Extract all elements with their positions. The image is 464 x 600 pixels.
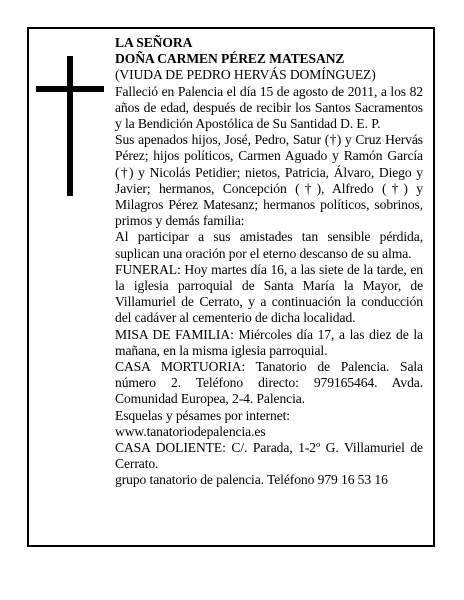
internet-url: www.tanatoriodepalencia.es <box>115 423 266 439</box>
death-notice-paragraph: Falleció en Palencia el día 15 de agosto de 2011, a los 82 años de edad, después de recibir los Santos Sacramentos y la Bendición Apostólica de Su Santidad D. E. P. <box>115 83 423 132</box>
cross-icon-vertical-bar <box>67 56 73 196</box>
funeral-paragraph: FUNERAL: Hoy martes día 16, a las siete de la tarde, en la iglesia parroquial de Santa María la Mayor, de Villamuriel de Cerrato, y a continuación la conducción del cadáver al cementerio de dicha localidad. <box>115 261 423 326</box>
family-mass-paragraph: MISA DE FAMILIA: Miércoles día 17, a las diez de la mañana, en la misma iglesia parroquial. <box>115 326 423 358</box>
internet-label: Esquelas y pésames por internet: <box>115 407 290 423</box>
mourning-house-paragraph: CASA DOLIENTE: C/. Parada, 1-2º G. Villamuriel de Cerrato. <box>115 440 423 472</box>
family-paragraph: Sus apenados hijos, José, Pedro, Satur (†) y Cruz Hervás Pérez; hijos políticos, Carmen Aguado y Ramón García (†) y Nicolás Petidier; nietos, Patricia, Álvaro, Diego y Javier; hermanos, Concepción (†), Alfredo (†) y Milagros Pérez Matesanz; hermanos políticos, sobrinos, primos y demás familia: <box>115 132 423 229</box>
mortuary-paragraph: CASA MORTUORIA: Tanatorio de Palencia. Sala número 2. Teléfono directo: 979165464. Avda. Comunidad Europea, 2-4. Palencia. <box>115 359 423 407</box>
obituary-content <box>115 35 423 489</box>
deceased-name: DOÑA CARMEN PÉREZ MATESANZ <box>115 51 345 67</box>
title-line: LA SEÑORA <box>115 35 193 50</box>
widow-of-line: (VIUDA DE PEDRO HERVÁS DOMÍNGUEZ) <box>115 67 376 83</box>
cross-icon-horizontal-bar <box>36 86 104 92</box>
prayer-request-paragraph: Al participar a sus amistades tan sensible pérdida, suplican una oración por el eterno descanso de su alma. <box>115 229 423 261</box>
footer-line: grupo tanatorio de palencia. Teléfono 979 16 53 16 <box>115 472 388 488</box>
